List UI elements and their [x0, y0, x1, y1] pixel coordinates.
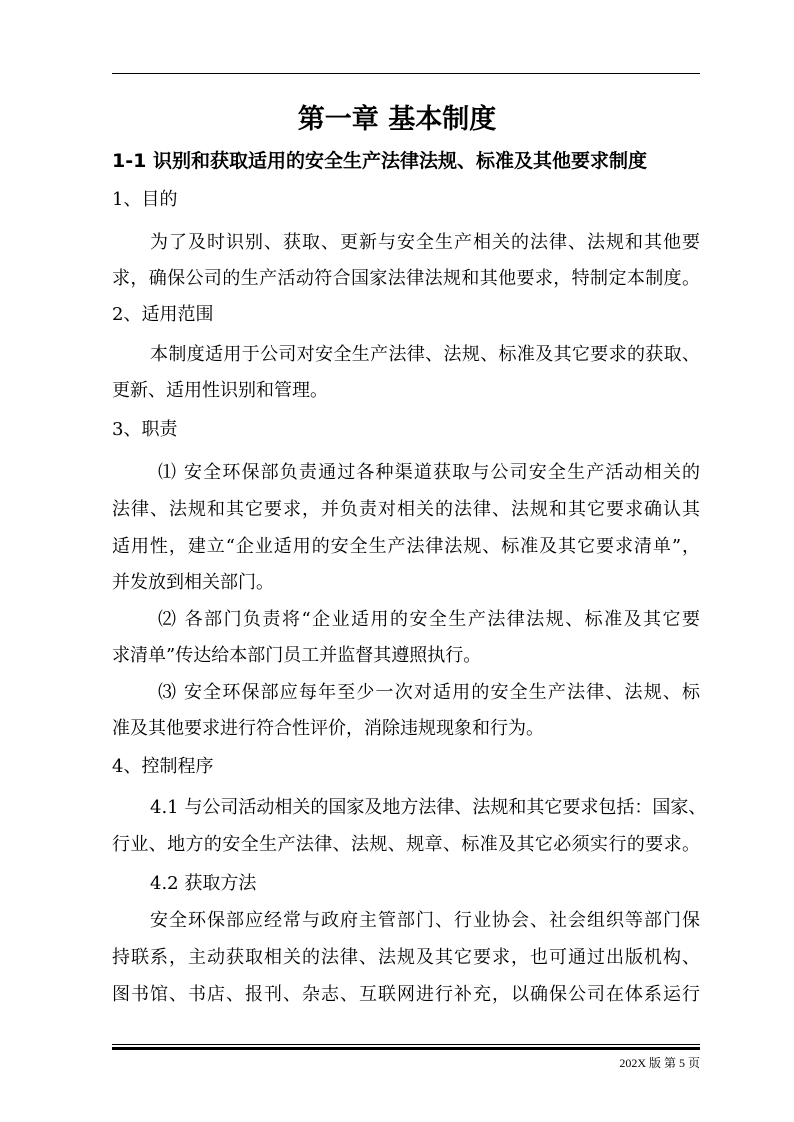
- paragraph-line: 适用性，建立“企业适用的安全生产法律法规、标准及其它要求清单”，: [112, 536, 700, 557]
- page-footer: 202X 版 第 5 页: [619, 1056, 700, 1070]
- paragraph-line: 准及其他要求进行符合性评价，消除违规现象和行为。: [112, 718, 544, 739]
- chapter-title: 第一章 基本制度: [297, 104, 497, 135]
- paragraph-line: 并发放到相关部门。: [112, 572, 274, 593]
- paragraph-line: ⑴ 安全环保部负责通过各种渠道获取与公司安全生产活动相关的: [158, 462, 700, 483]
- subheading-duties: 3、职责: [112, 419, 178, 440]
- paragraph-line: 为了及时识别、获取、更新与安全生产相关的法律、法规和其他要: [150, 232, 700, 253]
- paragraph-line: 持联系，主动获取相关的法律、法规及其它要求，也可通过出版机构、: [112, 947, 700, 968]
- paragraph-line: 求，确保公司的生产活动符合国家法律法规和其他要求，特制定本制度。: [112, 268, 700, 289]
- paragraph-line: 法律、法规和其它要求，并负责对相关的法律、法规和其它要求确认其: [112, 499, 700, 520]
- paragraph-line: ⑶ 安全环保部应每年至少一次对适用的安全生产法律、法规、标: [158, 682, 700, 703]
- subheading-purpose: 1、目的: [112, 189, 178, 210]
- subheading-procedure: 4、控制程序: [112, 756, 214, 777]
- paragraph-line: ⑵ 各部门负责将“企业适用的安全生产法律法规、标准及其它要: [158, 609, 700, 630]
- paragraph-line: 求清单”传达给本部门员工并监督其遵照执行。: [112, 645, 482, 666]
- footer-rule: [112, 1044, 700, 1045]
- paragraph-line: 4.1 与公司活动相关的国家及地方法律、法规和其它要求包括：国家、: [150, 797, 707, 818]
- paragraph-line: 行业、地方的安全生产法律、法规、规章、标准及其它必须实行的要求。: [112, 834, 700, 855]
- subheading-scope: 2、适用范围: [112, 304, 214, 325]
- footer-rule-thick: [112, 1047, 700, 1050]
- section-heading: 1-1 识别和获取适用的安全生产法律法规、标准及其他要求制度: [112, 150, 647, 172]
- subheading-method: 4.2 获取方法: [150, 873, 257, 894]
- paragraph-line: 本制度适用于公司对安全生产法律、法规、标准及其它要求的获取、: [150, 344, 700, 365]
- paragraph-line: 图书馆、书店、报刊、杂志、互联网进行补充，以确保公司在体系运行: [112, 984, 700, 1005]
- paragraph-line: 安全环保部应经常与政府主管部门、行业协会、社会组织等部门保: [150, 910, 700, 931]
- paragraph-line: 更新、适用性识别和管理。: [112, 380, 328, 401]
- header-rule: [112, 73, 700, 74]
